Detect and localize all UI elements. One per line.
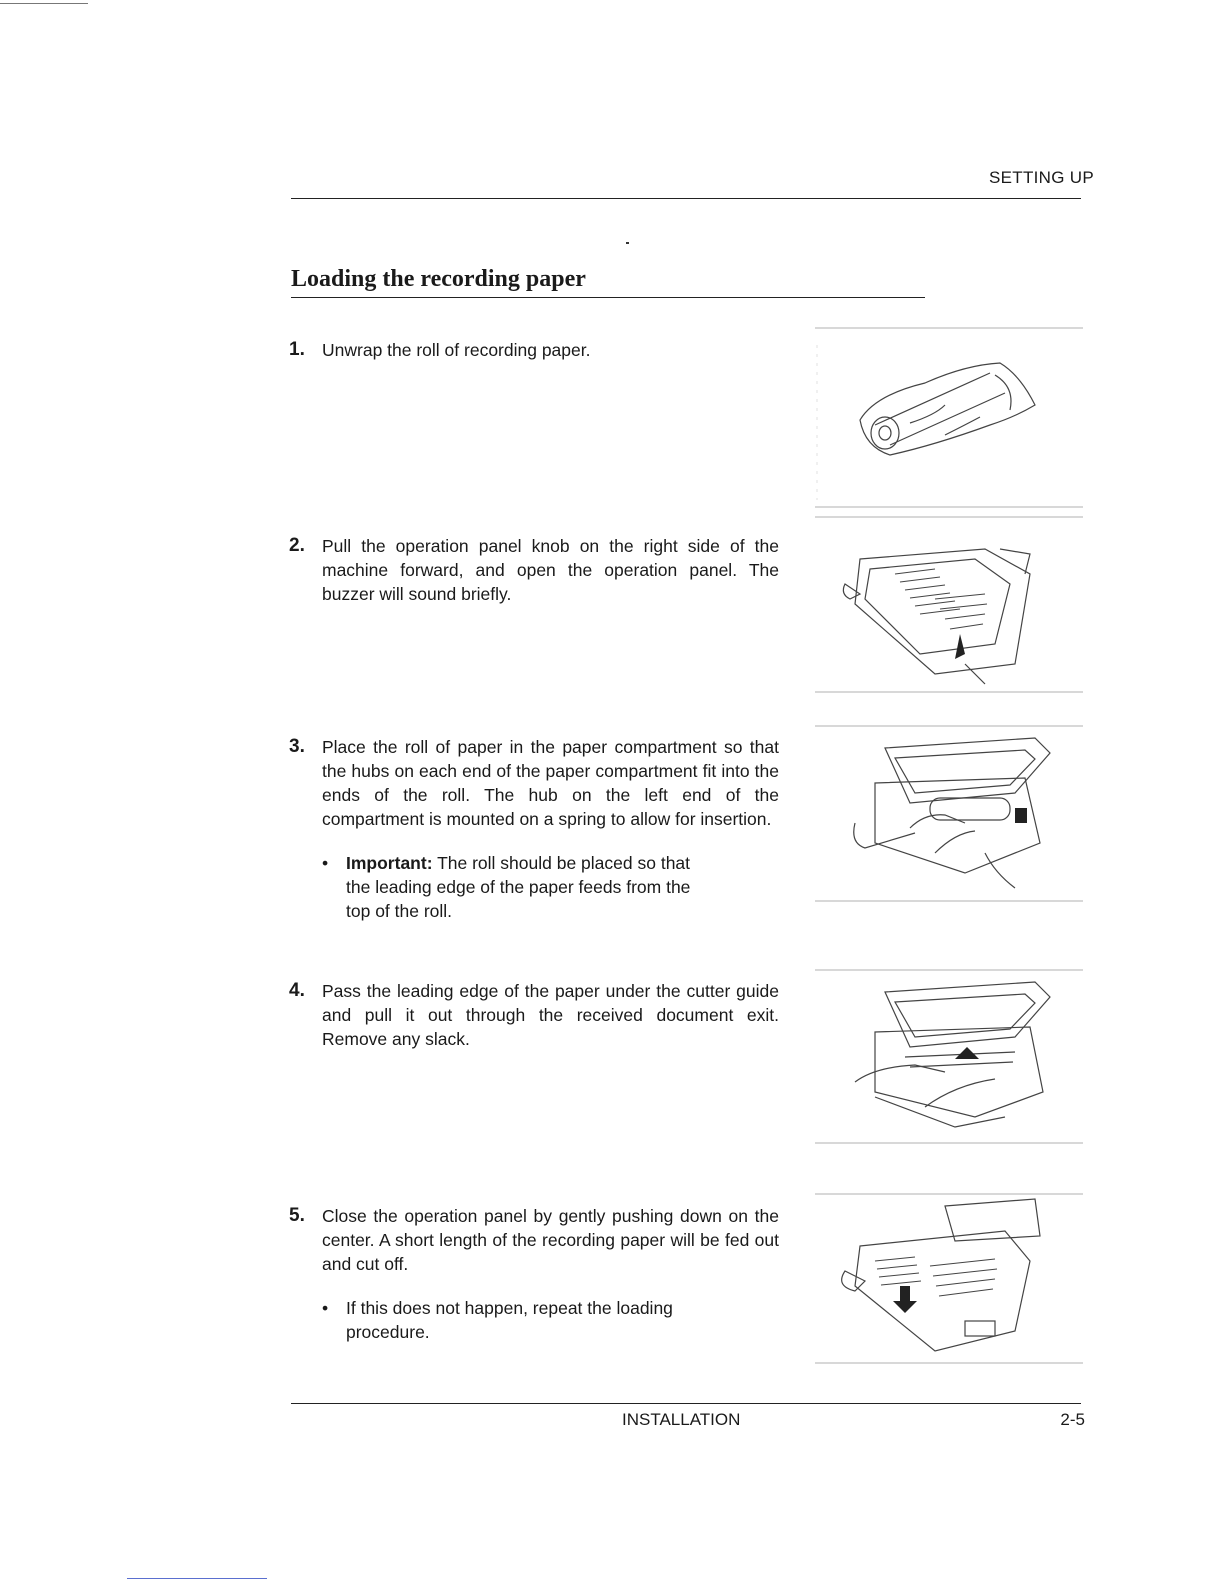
step-number: 5.: [289, 1205, 305, 1226]
page-number: 2-5: [1060, 1410, 1085, 1429]
step-number: 3.: [289, 736, 305, 757]
header-rule: [291, 198, 1081, 199]
step-text: Place the roll of paper in the paper compartment so that the hubs on each end of the paper compartment fit into the ends of the roll. The hub on the left end of the compartment is mounted on a spring to allow for insertion.: [322, 737, 779, 829]
page-title: Loading the recording paper: [291, 266, 586, 292]
footer-section: INSTALLATION: [622, 1410, 741, 1429]
note-label: Important:: [346, 853, 433, 873]
corner-mark: [0, 3, 88, 4]
step-text: Pull the operation panel knob on the right side of the machine forward, and open the operation panel. The buzzer will sound briefly.: [322, 536, 779, 604]
title-rule: [291, 297, 925, 298]
note-text: The roll should be placed so that the leading edge of the paper feeds from the top of the roll.: [346, 853, 691, 921]
step-1: [289, 338, 779, 362]
step-number: 4.: [289, 980, 305, 1001]
step-number: 1.: [289, 339, 305, 360]
step-2: [289, 534, 779, 606]
step-number: 2.: [289, 535, 305, 556]
bottom-mark: [127, 1578, 267, 1579]
footer-rule: [291, 1403, 1081, 1404]
insert-paper-roll-illustration: [815, 723, 1083, 905]
print-speck: [626, 242, 629, 244]
paper-roll-illustration: [815, 325, 1083, 511]
open-operation-panel-illustration: [815, 514, 1083, 696]
feed-paper-edge-illustration: [815, 967, 1083, 1147]
step-text: Pass the leading edge of the paper under the cutter guide and pull it out through the received document exit. Remove any slack.: [322, 981, 779, 1049]
section-header: SETTING UP: [988, 168, 1094, 187]
note-text: If this does not happen, repeat the loading procedure.: [346, 1298, 673, 1342]
close-operation-panel-illustration: [815, 1191, 1083, 1367]
step-3: [289, 735, 779, 923]
step-note: [322, 1296, 716, 1344]
step-text: Unwrap the roll of recording paper.: [322, 340, 591, 360]
step-4: [289, 979, 779, 1051]
bullet: •: [322, 1298, 329, 1318]
bullet: •: [322, 853, 329, 873]
step-5: [289, 1204, 779, 1344]
step-text: Close the operation panel by gently pushing down on the center. A short length of the recording paper will be fed out and cut off.: [322, 1206, 779, 1274]
important-note: [322, 851, 716, 923]
